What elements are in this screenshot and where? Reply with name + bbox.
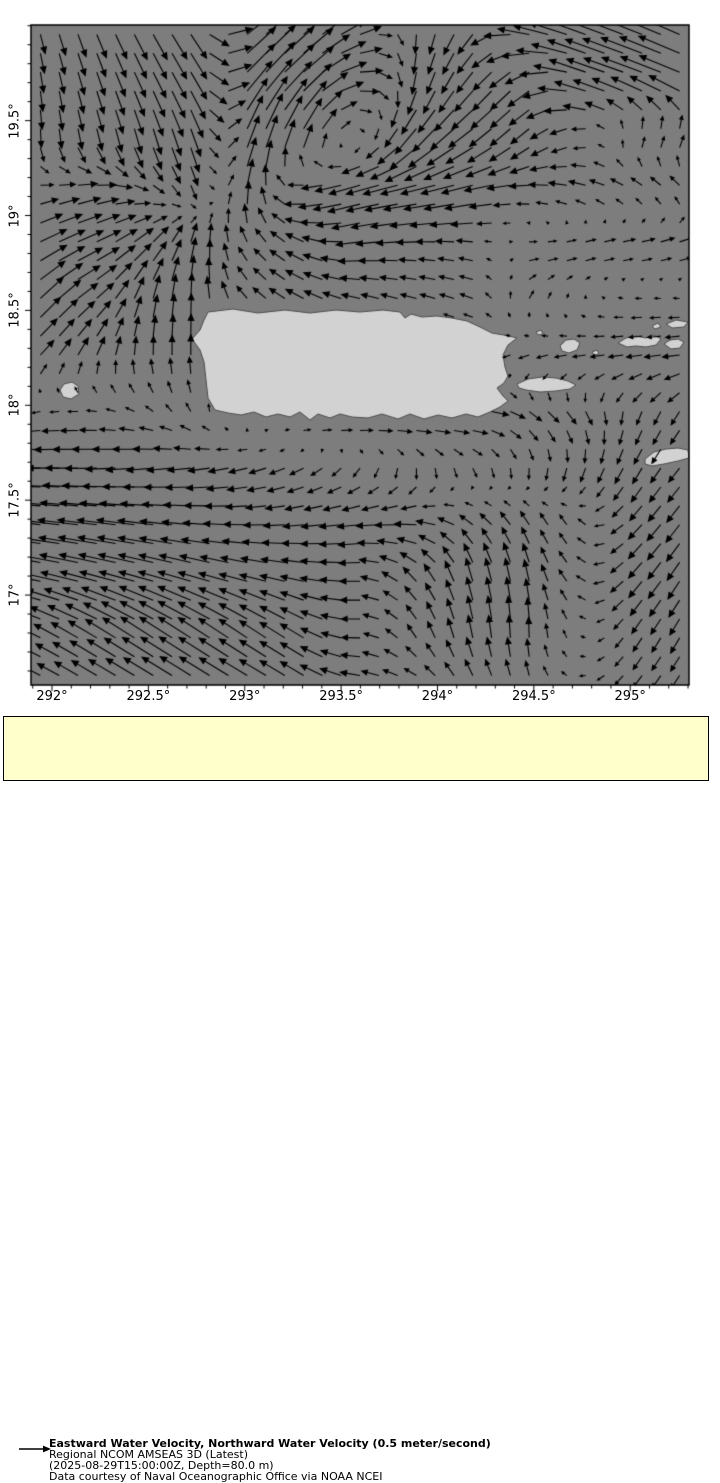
x-axis-tick-label: 295° <box>614 689 646 704</box>
x-axis-tick-label: 293° <box>229 689 261 704</box>
legend-reference-arrow-icon <box>18 1443 52 1455</box>
y-axis-tick-label: 18.5° <box>7 292 23 329</box>
x-axis-tick-label: 292.5° <box>126 689 171 704</box>
y-axis-tick-label: 17.5° <box>7 482 23 518</box>
legend-text-block <box>49 1439 491 1483</box>
x-axis-tick-label: 294° <box>421 689 454 704</box>
legend-time-line: (2025-08-29T15:00:00Z, Depth=80.0 m) <box>49 1458 274 1472</box>
legend-title: Eastward Water Velocity, Northward Water Velocity (0.5 meter/second) <box>49 1437 491 1450</box>
x-axis-tick-label: 292° <box>36 689 68 704</box>
y-axis-tick-label: 19° <box>7 203 23 228</box>
legend-credit-line: Data courtesy of Naval Oceanographic Office via NOAA NCEI <box>49 1469 383 1483</box>
x-axis-tick-label: 294.5° <box>511 689 556 704</box>
y-axis-tick-label: 18° <box>7 393 23 417</box>
legend-box <box>3 716 709 1483</box>
legend-model-line: Regional NCOM AMSEAS 3D (Latest) <box>49 1447 248 1461</box>
y-axis-tick-label: 17° <box>7 583 23 607</box>
y-axis-tick-label: 19.5° <box>7 102 23 139</box>
x-axis-tick-label: 293.5° <box>319 689 363 704</box>
